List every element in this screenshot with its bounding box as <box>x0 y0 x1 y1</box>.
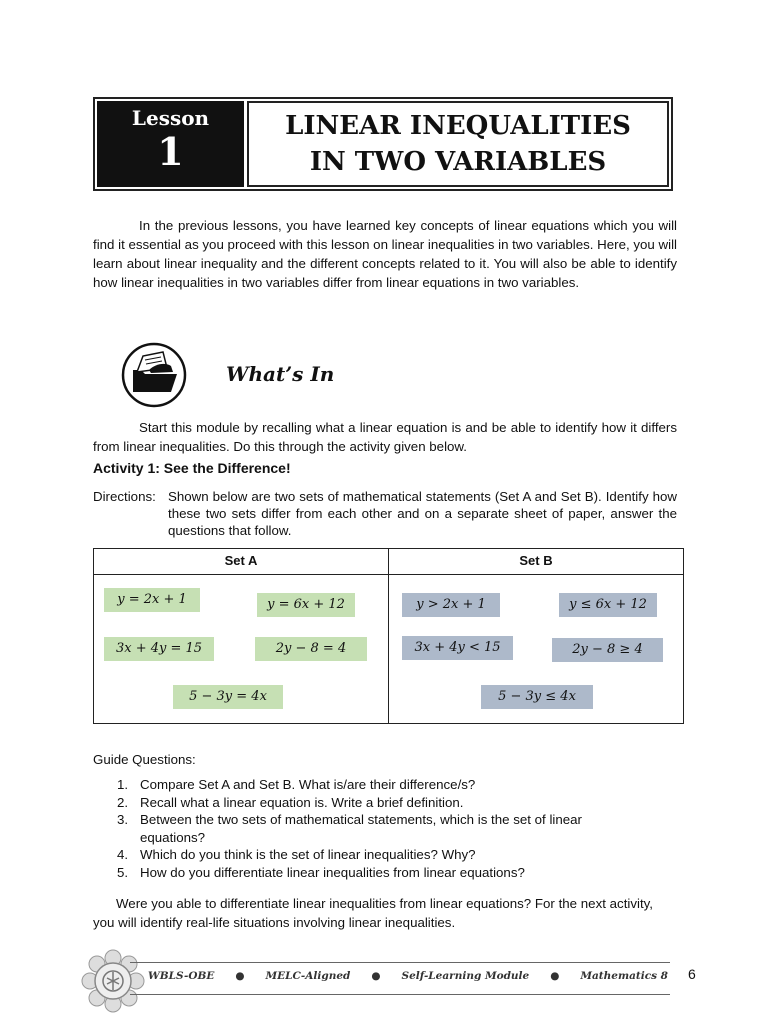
footer-rule-top <box>130 962 670 963</box>
footer-separator: ● <box>235 970 245 982</box>
set-b-statement: 2y − 8 ≥ 4 <box>552 638 663 662</box>
footer-item: WBLS-OBE <box>148 970 215 982</box>
lesson-badge <box>97 101 244 187</box>
footer-item: MELC-Aligned <box>265 970 351 982</box>
directions-text: Shown below are two sets of mathematical statements (Set A and Set B). Identify how these two sets differ from each other and on a separate sheet of paper, answer the questions that follow. <box>168 489 677 538</box>
set-a-header: Set A <box>224 553 258 568</box>
activity-title: Activity 1: See the Difference! <box>93 460 291 476</box>
set-b-header: Set B <box>519 553 553 568</box>
set-a-statement: 5 − 3y = 4x <box>173 685 283 709</box>
list-item: 4. Which do you think is the set of linear inequalities? Why? <box>117 847 476 862</box>
set-b-statement: y > 2x + 1 <box>402 593 500 617</box>
footer-separator: ● <box>371 970 381 982</box>
intro-paragraph: In the previous lessons, you have learned key concepts of linear equations which you will find it essential as you proceed with this lesson on linear inequalities in two variables. Here, you will learn about linear inequality and the different concepts related to it. You will also be able to identify how linear inequalities in two variables differ from linear equations in two variables. <box>93 218 677 290</box>
title-line-2: IN TWO VARIABLES <box>309 147 607 177</box>
footer-item: Mathematics 8 <box>580 970 668 982</box>
title-line-1: LINEAR INEQUALITIES <box>285 111 631 141</box>
set-b-statement: y ≤ 6x + 12 <box>559 593 657 617</box>
deped-seal-icon <box>80 948 146 1014</box>
page-number: 6 <box>688 966 696 982</box>
directions-label: Directions: <box>93 489 156 504</box>
set-a-statement: 3x + 4y = 15 <box>104 637 214 661</box>
set-a-statement: y = 6x + 12 <box>257 593 355 617</box>
activity-directions <box>93 488 677 539</box>
lesson-title <box>247 101 669 187</box>
set-b-statement: 3x + 4y < 15 <box>402 636 513 660</box>
footer-separator: ● <box>550 970 560 982</box>
closing-paragraph: Were you able to differentiate linear inequalities from linear equations? For the next activity, you will identify real-life situations involving linear inequalities. <box>93 896 653 930</box>
footer-item: Self-Learning Module <box>401 970 530 982</box>
lesson-number: 1 <box>157 129 184 174</box>
list-item: 3. Between the two sets of mathematical statements, which is the set of linear equations? <box>117 812 582 845</box>
guide-title: Guide Questions: <box>93 752 196 767</box>
list-item: 5. How do you differentiate linear inequalities from linear equations? <box>117 864 525 880</box>
set-a-statement: y = 2x + 1 <box>104 588 200 612</box>
folder-hand-icon <box>121 342 187 408</box>
section-title: What’s In <box>226 362 335 386</box>
set-a-statement: 2y − 8 = 4 <box>255 637 367 661</box>
footer <box>148 970 668 982</box>
sets-table <box>93 548 684 724</box>
set-b-statement: 5 − 3y ≤ 4x <box>481 685 593 709</box>
footer-rule-bottom <box>130 994 670 995</box>
list-item: 1. Compare Set A and Set B. What is/are their difference/s? <box>117 777 476 792</box>
guide-questions <box>117 776 637 881</box>
list-item: 2. Recall what a linear equation is. Write a brief definition. <box>117 794 464 810</box>
lesson-label: Lesson <box>131 106 210 130</box>
whats-in-paragraph: Start this module by recalling what a linear equation is and be able to identify how it differs from linear inequalities. Do this through the activity given below. <box>93 420 677 454</box>
